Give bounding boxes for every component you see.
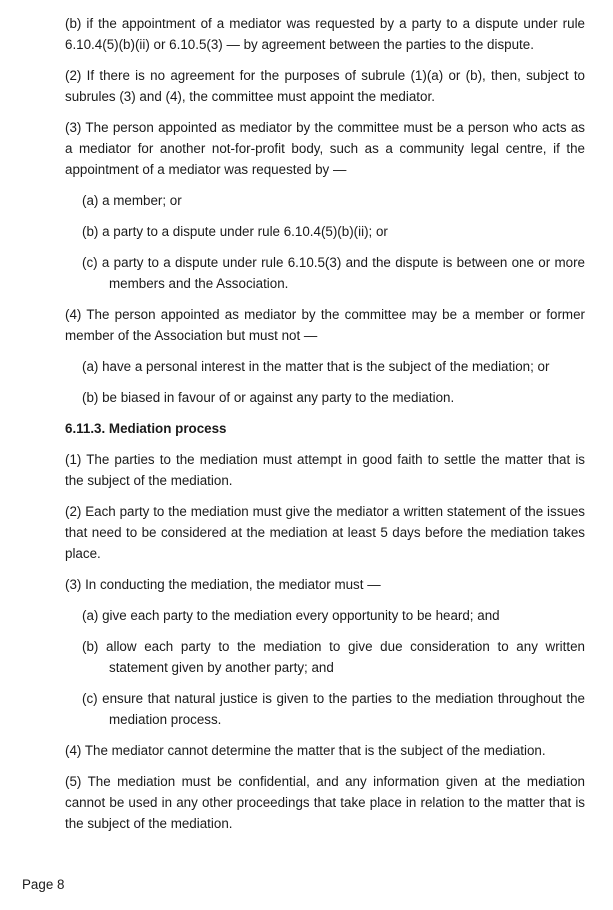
clause-6-11-3-3: (3) In conducting the mediation, the mediator must — <box>65 577 381 592</box>
clause-6-11-3-3-c: (c) ensure that natural justice is given to the parties to the mediation throughout the mediation process. <box>82 691 585 727</box>
clause-6-11-2-4-b: (b) be biased in favour of or against any party to the mediation. <box>82 390 455 405</box>
clause-6-11-2-4: (4) The person appointed as mediator by the committee may be a member or former member of the Association but must not — <box>65 307 585 343</box>
clause-6-11-3-3-b: (b) allow each party to the mediation to give due consideration to any written statement given by another party; and <box>82 639 585 675</box>
page-number: Page 8 <box>22 877 65 892</box>
clause-6-11-3-2: (2) Each party to the mediation must give the mediator a written statement of the issues that need to be considered at the mediation at least 5 days before the mediation takes place. <box>65 504 585 561</box>
document-page <box>65 13 585 844</box>
clause-6-11-2-2: (2) If there is no agreement for the purposes of subrule (1)(a) or (b), then, subject to subrules (3) and (4), the committee must appoint the mediator. <box>65 68 585 104</box>
clause-6-11-2-3-c: (c) a party to a dispute under rule 6.10.5(3) and the dispute is between one or more members and the Association. <box>82 255 585 291</box>
clause-6-11-2-4-a: (a) have a personal interest in the matter that is the subject of the mediation; or <box>82 359 550 374</box>
clause-6-11-2-3: (3) The person appointed as mediator by the committee must be a person who acts as a mediator for another not-for-profit body, such as a community legal centre, if the appointment of a mediator was requested by — <box>65 120 585 177</box>
clause-6-11-3-1: (1) The parties to the mediation must attempt in good faith to settle the matter that is the subject of the mediation. <box>65 452 585 488</box>
clause-6-11-2-1-b: (b) if the appointment of a mediator was requested by a party to a dispute under rule 6.10.4(5)(b)(ii) or 6.10.5(3) — by agreement between the parties to the dispute. <box>65 16 585 52</box>
clause-6-11-3-4: (4) The mediator cannot determine the matter that is the subject of the mediation. <box>65 743 546 758</box>
clause-6-11-3-3-a: (a) give each party to the mediation every opportunity to be heard; and <box>82 608 500 623</box>
clause-6-11-2-3-b: (b) a party to a dispute under rule 6.10.4(5)(b)(ii); or <box>82 224 388 239</box>
clause-6-11-2-3-a: (a) a member; or <box>82 193 182 208</box>
clause-6-11-3-5: (5) The mediation must be confidential, and any information given at the mediation cannot be used in any other proceedings that take place in relation to the matter that is the subject of the mediation. <box>65 774 585 831</box>
section-heading-6-11-3: 6.11.3. Mediation process <box>65 421 227 436</box>
